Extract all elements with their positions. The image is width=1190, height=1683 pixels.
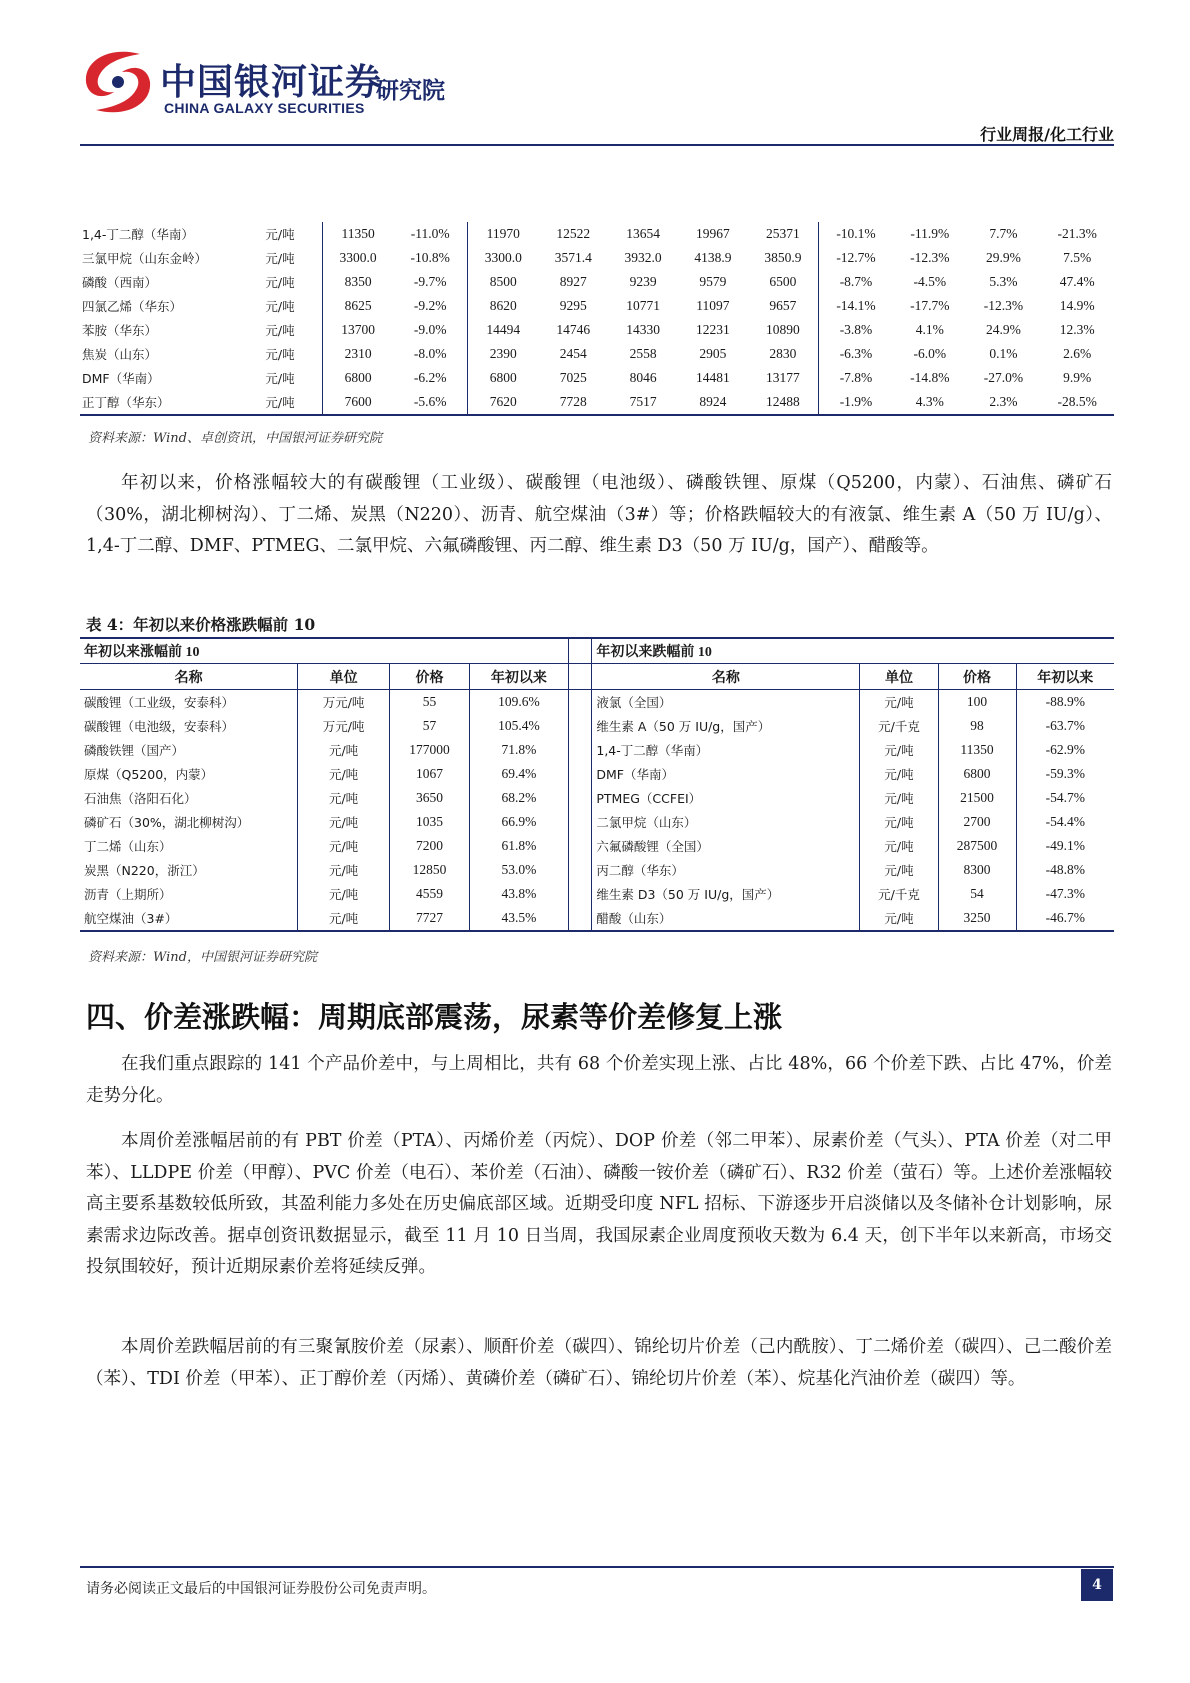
logo-mark [80,46,156,122]
unit-cell: 元/吨 [298,906,390,931]
unit-cell: 元/吨 [298,858,390,882]
ytd-change-cell: 61.8% [501,838,537,853]
value-cell: -17.7% [910,298,950,313]
value-cell: -6.0% [913,346,947,361]
value-cell: -9.7% [393,270,468,294]
value-cell: 11097 [696,298,730,313]
product-name: 原煤（Q5200，内蒙） [80,762,298,786]
unit-cell: 元/吨 [860,834,938,858]
value-cell: -5.6% [393,390,468,415]
value-cell: 13177 [748,366,819,390]
unit-cell: 元/吨 [238,318,323,342]
table-source-note: 资料来源：Wind，中国银河证券研究院 [88,950,317,965]
ytd-change-cell: 43.8% [501,886,537,901]
column-header: 名称 [592,664,860,690]
value-cell: -10.8% [393,246,468,270]
page-number: 4 [1081,1569,1113,1601]
value-cell: 19967 [696,226,730,241]
product-name: 苯胺（华东） [82,323,158,338]
product-name: 1,4-丁二醇（华南） [82,227,194,242]
table-row [80,738,1114,762]
value-cell: 9657 [748,294,819,318]
value-cell: 14481 [696,370,730,385]
value-cell: 4.1% [915,322,944,337]
product-name: 丙二醇（华东） [592,858,860,882]
product-name: DMF（华南） [592,762,860,786]
value-cell: -6.3% [839,346,873,361]
value-cell: 7517 [608,390,678,415]
unit-cell: 元/千克 [860,714,938,738]
value-cell: 3571.4 [554,250,592,265]
value-cell: -14.1% [836,298,876,313]
value-cell: 2310 [344,346,372,361]
product-name: 炭黑（N220，浙江） [80,858,298,882]
value-cell: 13654 [626,226,660,241]
value-cell: -8.7% [839,274,873,289]
unit-cell: 元/吨 [238,342,323,366]
value-cell: 4138.9 [694,250,732,265]
body-paragraph: 年初以来，价格涨幅较大的有碳酸锂（工业级）、碳酸锂（电池级）、磷酸铁锂、原煤（Q5200，内蒙）、石油焦、磷矿石（30%，湖北柳树沟）、丁二烯、炭黑（N220）、沥青、航空煤油（3#）等；价格跌幅较大的有液氯、维生素 A（50 万 IU/g）、1,4-丁二醇、DMF、PTMEG、二氯甲烷、六氟磷酸锂、丙二醇、维生素 D3（50 万 IU/g，国产）、醋酸等。 [86,473,1112,556]
value-cell: 3300.0 [484,250,522,265]
value-cell: 12.3% [1059,322,1095,337]
product-name: DMF（华南） [82,371,160,386]
value-cell: -8.0% [393,342,468,366]
table-gap [568,714,592,738]
value-cell: -14.8% [910,370,950,385]
value-cell: 8046 [629,370,657,385]
body-paragraph: 在我们重点跟踪的 141 个产品价差中，与上周相比，共有 68 个价差实现上涨、占比 48%，66 个价差下跌、占比 47%，价差走势分化。 [86,1054,1112,1106]
table-gap [568,810,592,834]
ytd-change-cell: -62.9% [1045,742,1085,757]
footer-divider [80,1566,1114,1568]
unit-cell: 元/吨 [860,810,938,834]
ytd-change-cell: -46.7% [1045,910,1085,925]
value-cell: 29.9% [986,250,1021,265]
value-cell: 9295 [559,298,587,313]
price-cell: 7727 [389,906,469,931]
ytd-change-cell: 66.9% [501,814,537,829]
value-cell: 14746 [556,322,591,337]
price-cell: 98 [938,714,1016,738]
price-cell: 12850 [389,858,469,882]
table-header-row [80,664,1114,690]
unit-cell: 元/吨 [298,834,390,858]
price-cell: 55 [389,690,469,715]
product-name: 二氯甲烷（山东） [592,810,860,834]
price-cell: 2700 [938,810,1016,834]
value-cell: 9.9% [1063,370,1092,385]
unit-cell: 元/吨 [860,786,938,810]
column-header: 单位 [298,664,390,690]
product-name: 正丁醇（华东） [80,390,238,415]
unit-cell: 元/吨 [238,294,323,318]
price-cell: 21500 [938,786,1016,810]
ytd-change-cell: 69.4% [501,766,537,781]
product-name: 磷酸（西南） [82,275,158,290]
price-cell: 4559 [389,882,469,906]
value-cell: -12.3% [910,250,950,265]
value-cell: 5.3% [989,274,1018,289]
value-cell: 7600 [323,390,394,415]
value-cell: 6800 [489,370,517,385]
price-cell: 3650 [389,786,469,810]
ytd-change-cell: 68.2% [501,790,537,805]
product-name: 维生素 D3（50 万 IU/g，国产） [592,882,860,906]
value-cell: -27.0% [983,370,1024,385]
group-label-up: 年初以来涨幅前 10 [80,638,568,664]
price-cell: 287500 [938,834,1016,858]
value-cell: 8500 [489,274,517,289]
unit-cell: 元/吨 [238,270,323,294]
unit-cell: 元/吨 [860,906,938,931]
value-cell: 47.4% [1059,274,1095,289]
value-cell: 10771 [626,298,660,313]
body-paragraph: 本周价差涨幅居前的有 PBT 价差（PTA）、丙烯价差（丙烷）、DOP 价差（邻二甲苯）、尿素价差（气头）、PTA 价差（对二甲苯）、LLDPE 价差（甲醇）、PVC 价差（电石）、苯价差（石油）、磷酸一铵价差（磷矿石）、R32 价差（萤石）等。上述价差涨幅较高主要系基数较低所致，其盈利能力多处在历史偏底部区域。近期受印度 NFL 招标、下游逐步开启淡储以及冬储补仓计划影响，尿素需求边际改善。据卓创资讯数据显示，截至 11 月 10 日当周，我国尿素企业周度预收天数为 6.4 天，创下半年以来新高，市场交投氛围较好，预计近期尿素价差将延续反弹。 [86,1131,1112,1277]
table-gap [568,906,592,931]
table-row [80,366,1114,390]
ytd-change-cell: 71.8% [501,742,537,757]
price-cell: 8300 [938,858,1016,882]
ytd-change-cell: -54.7% [1045,790,1085,805]
value-cell: 8625 [344,298,372,313]
value-cell: 2454 [559,346,587,361]
table-gap [568,882,592,906]
value-cell: -12.3% [983,298,1024,313]
table-row [80,858,1114,882]
value-cell: 13700 [341,322,375,337]
value-cell: -28.5% [1040,390,1114,415]
price-cell: 7200 [389,834,469,858]
logo-text-cn: 中国银河证券 [160,62,383,103]
value-cell: 2905 [699,346,727,361]
value-cell: 2558 [629,346,657,361]
product-name: PTMEG（CCFEI） [592,786,860,810]
value-cell: 2830 [748,342,819,366]
ytd-change-cell: -63.7% [1045,718,1085,733]
product-name: 醋酸（山东） [592,906,860,931]
value-cell: 2.6% [1063,346,1092,361]
price-cell: 6800 [938,762,1016,786]
value-cell: 7620 [468,390,539,415]
table-row [80,270,1114,294]
value-cell: 24.9% [986,322,1021,337]
logo-text-en: CHINA GALAXY SECURITIES [164,100,365,116]
ytd-change-cell: 53.0% [501,862,537,877]
table-gap [568,690,592,715]
unit-cell: 万元/吨 [298,690,390,715]
value-cell: 8350 [344,274,372,289]
product-name: 六氟磷酸锂（全国） [592,834,860,858]
value-cell: -12.7% [836,250,876,265]
value-cell: 14330 [626,322,660,337]
column-header: 价格 [938,664,1016,690]
value-cell: 0.1% [989,346,1018,361]
value-cell: -11.0% [393,222,468,246]
table-row [80,906,1114,931]
unit-cell: 元/吨 [298,762,390,786]
value-cell: 3300.0 [339,250,377,265]
price-cell: 177000 [389,738,469,762]
ytd-change-cell: -88.9% [1045,694,1085,709]
ytd-change-cell: -49.1% [1045,838,1085,853]
value-cell: 8924 [678,390,748,415]
value-cell: 2.3% [967,390,1041,415]
value-cell: 25371 [748,222,819,246]
price-change-table-continued [80,222,1114,416]
value-cell: 7.5% [1063,250,1092,265]
footer-disclaimer: 请务必阅读正文最后的中国银河证券股份公司免责声明。 [86,1581,436,1597]
value-cell: 11350 [341,226,375,241]
column-header: 年初以来 [470,664,568,690]
ytd-change-cell: 105.4% [498,718,540,733]
table-row [80,810,1114,834]
table-row [80,714,1114,738]
price-cell: 100 [938,690,1016,715]
table-gap [568,786,592,810]
value-cell: -11.9% [910,226,950,241]
product-name: 磷酸铁锂（国产） [80,738,298,762]
unit-cell: 元/吨 [238,246,323,270]
product-name: 碳酸锂（工业级，安泰科） [80,690,298,715]
value-cell: 7.7% [989,226,1018,241]
value-cell: 6500 [748,270,819,294]
value-cell: 7728 [538,390,608,415]
group-label-down: 年初以来跌幅前 10 [592,638,1114,664]
value-cell: 12488 [748,390,819,415]
ytd-change-cell: -47.3% [1045,886,1085,901]
product-name: 四氯乙烯（华东） [82,299,183,314]
table-row [80,786,1114,810]
table-row [80,390,1114,415]
price-cell: 1035 [389,810,469,834]
value-cell: 2390 [489,346,517,361]
product-name: 石油焦（洛阳石化） [80,786,298,810]
unit-cell: 元/吨 [298,882,390,906]
product-name: 沥青（上期所） [80,882,298,906]
value-cell: 8620 [489,298,517,313]
ytd-top10-table [80,637,1114,932]
product-name: 磷矿石（30%，湖北柳树沟） [80,810,298,834]
value-cell: -6.2% [393,366,468,390]
table-gap [568,858,592,882]
column-header: 价格 [389,664,469,690]
product-name: 航空煤油（3#） [80,906,298,931]
unit-cell: 元/吨 [298,786,390,810]
unit-cell: 元/吨 [860,858,938,882]
table-row [80,342,1114,366]
table-gap [568,834,592,858]
body-paragraph: 本周价差跌幅居前的有三聚氰胺价差（尿素）、顺酐价差（碳四）、锦纶切片价差（己内酰胺）、丁二烯价差（碳四）、己二酸价差（苯）、TDI 价差（甲苯）、正丁醇价差（丙烯）、黄磷价差（磷矿石）、锦纶切片价差（苯）、烷基化汽油价差（碳四）等。 [86,1337,1112,1389]
value-cell: 6800 [344,370,372,385]
table-source-note: 资料来源：Wind、卓创资讯，中国银河证券研究院 [88,431,382,446]
value-cell: 3932.0 [624,250,662,265]
unit-cell: 元/吨 [238,390,323,415]
table-row [80,318,1114,342]
value-cell: 12231 [696,322,730,337]
value-cell: 10890 [748,318,819,342]
value-cell: 7025 [559,370,587,385]
price-cell: 54 [938,882,1016,906]
product-name: 液氯（全国） [592,690,860,715]
unit-cell: 元/吨 [298,810,390,834]
value-cell: 9239 [629,274,657,289]
table-gap [568,738,592,762]
value-cell: 14494 [486,322,521,337]
unit-cell: 元/吨 [860,738,938,762]
product-name: 三氯甲烷（山东金岭） [82,251,208,266]
product-name: 丁二烯（山东） [80,834,298,858]
table-row [80,222,1114,246]
table-title: 表 4：年初以来价格涨跌幅前 10 [86,615,316,634]
logo-institute: 研究院 [376,78,445,104]
table-gap [568,638,592,664]
table-row [80,762,1114,786]
value-cell: 12522 [556,226,591,241]
value-cell: -9.0% [393,318,468,342]
value-cell: -9.2% [393,294,468,318]
value-cell: 3850.9 [748,246,819,270]
value-cell: 4.3% [893,390,967,415]
unit-cell: 元/吨 [298,738,390,762]
unit-cell: 元/吨 [860,762,938,786]
table-gap [568,664,592,690]
value-cell: -21.3% [1057,226,1097,241]
ytd-change-cell: -59.3% [1045,766,1085,781]
table-row [80,294,1114,318]
table-row [80,246,1114,270]
value-cell: 11970 [486,226,520,241]
price-cell: 1067 [389,762,469,786]
value-cell: -3.8% [839,322,873,337]
table-gap [568,762,592,786]
unit-cell: 元/千克 [860,882,938,906]
ytd-change-cell: 43.5% [501,910,537,925]
price-cell: 11350 [938,738,1016,762]
report-type: 行业周报/化工行业 [980,125,1114,144]
value-cell: -7.8% [839,370,873,385]
unit-cell: 元/吨 [238,366,323,390]
product-name: 1,4-丁二醇（华南） [592,738,860,762]
price-cell: 3250 [938,906,1016,931]
price-cell: 57 [389,714,469,738]
value-cell: 8927 [559,274,587,289]
section-heading: 四、价差涨跌幅：周期底部震荡，尿素等价差修复上涨 [86,1000,783,1034]
column-header: 年初以来 [1016,664,1114,690]
ytd-change-cell: -48.8% [1045,862,1085,877]
table-row [80,690,1114,715]
product-name: 焦炭（山东） [82,347,158,362]
value-cell: 9579 [699,274,727,289]
value-cell: 14.9% [1059,298,1095,313]
table-row [80,882,1114,906]
ytd-change-cell: -54.4% [1045,814,1085,829]
product-name: 维生素 A（50 万 IU/g，国产） [592,714,860,738]
header-divider [80,144,1114,146]
unit-cell: 元/吨 [238,222,323,246]
table-group-row [80,638,1114,664]
ytd-change-cell: 109.6% [498,694,540,709]
value-cell: -1.9% [819,390,894,415]
column-header: 单位 [860,664,938,690]
value-cell: -4.5% [913,274,947,289]
product-name: 碳酸锂（电池级，安泰科） [80,714,298,738]
column-header: 名称 [80,664,298,690]
table-row [80,834,1114,858]
value-cell: -10.1% [836,226,876,241]
unit-cell: 元/吨 [860,690,938,715]
unit-cell: 万元/吨 [298,714,390,738]
